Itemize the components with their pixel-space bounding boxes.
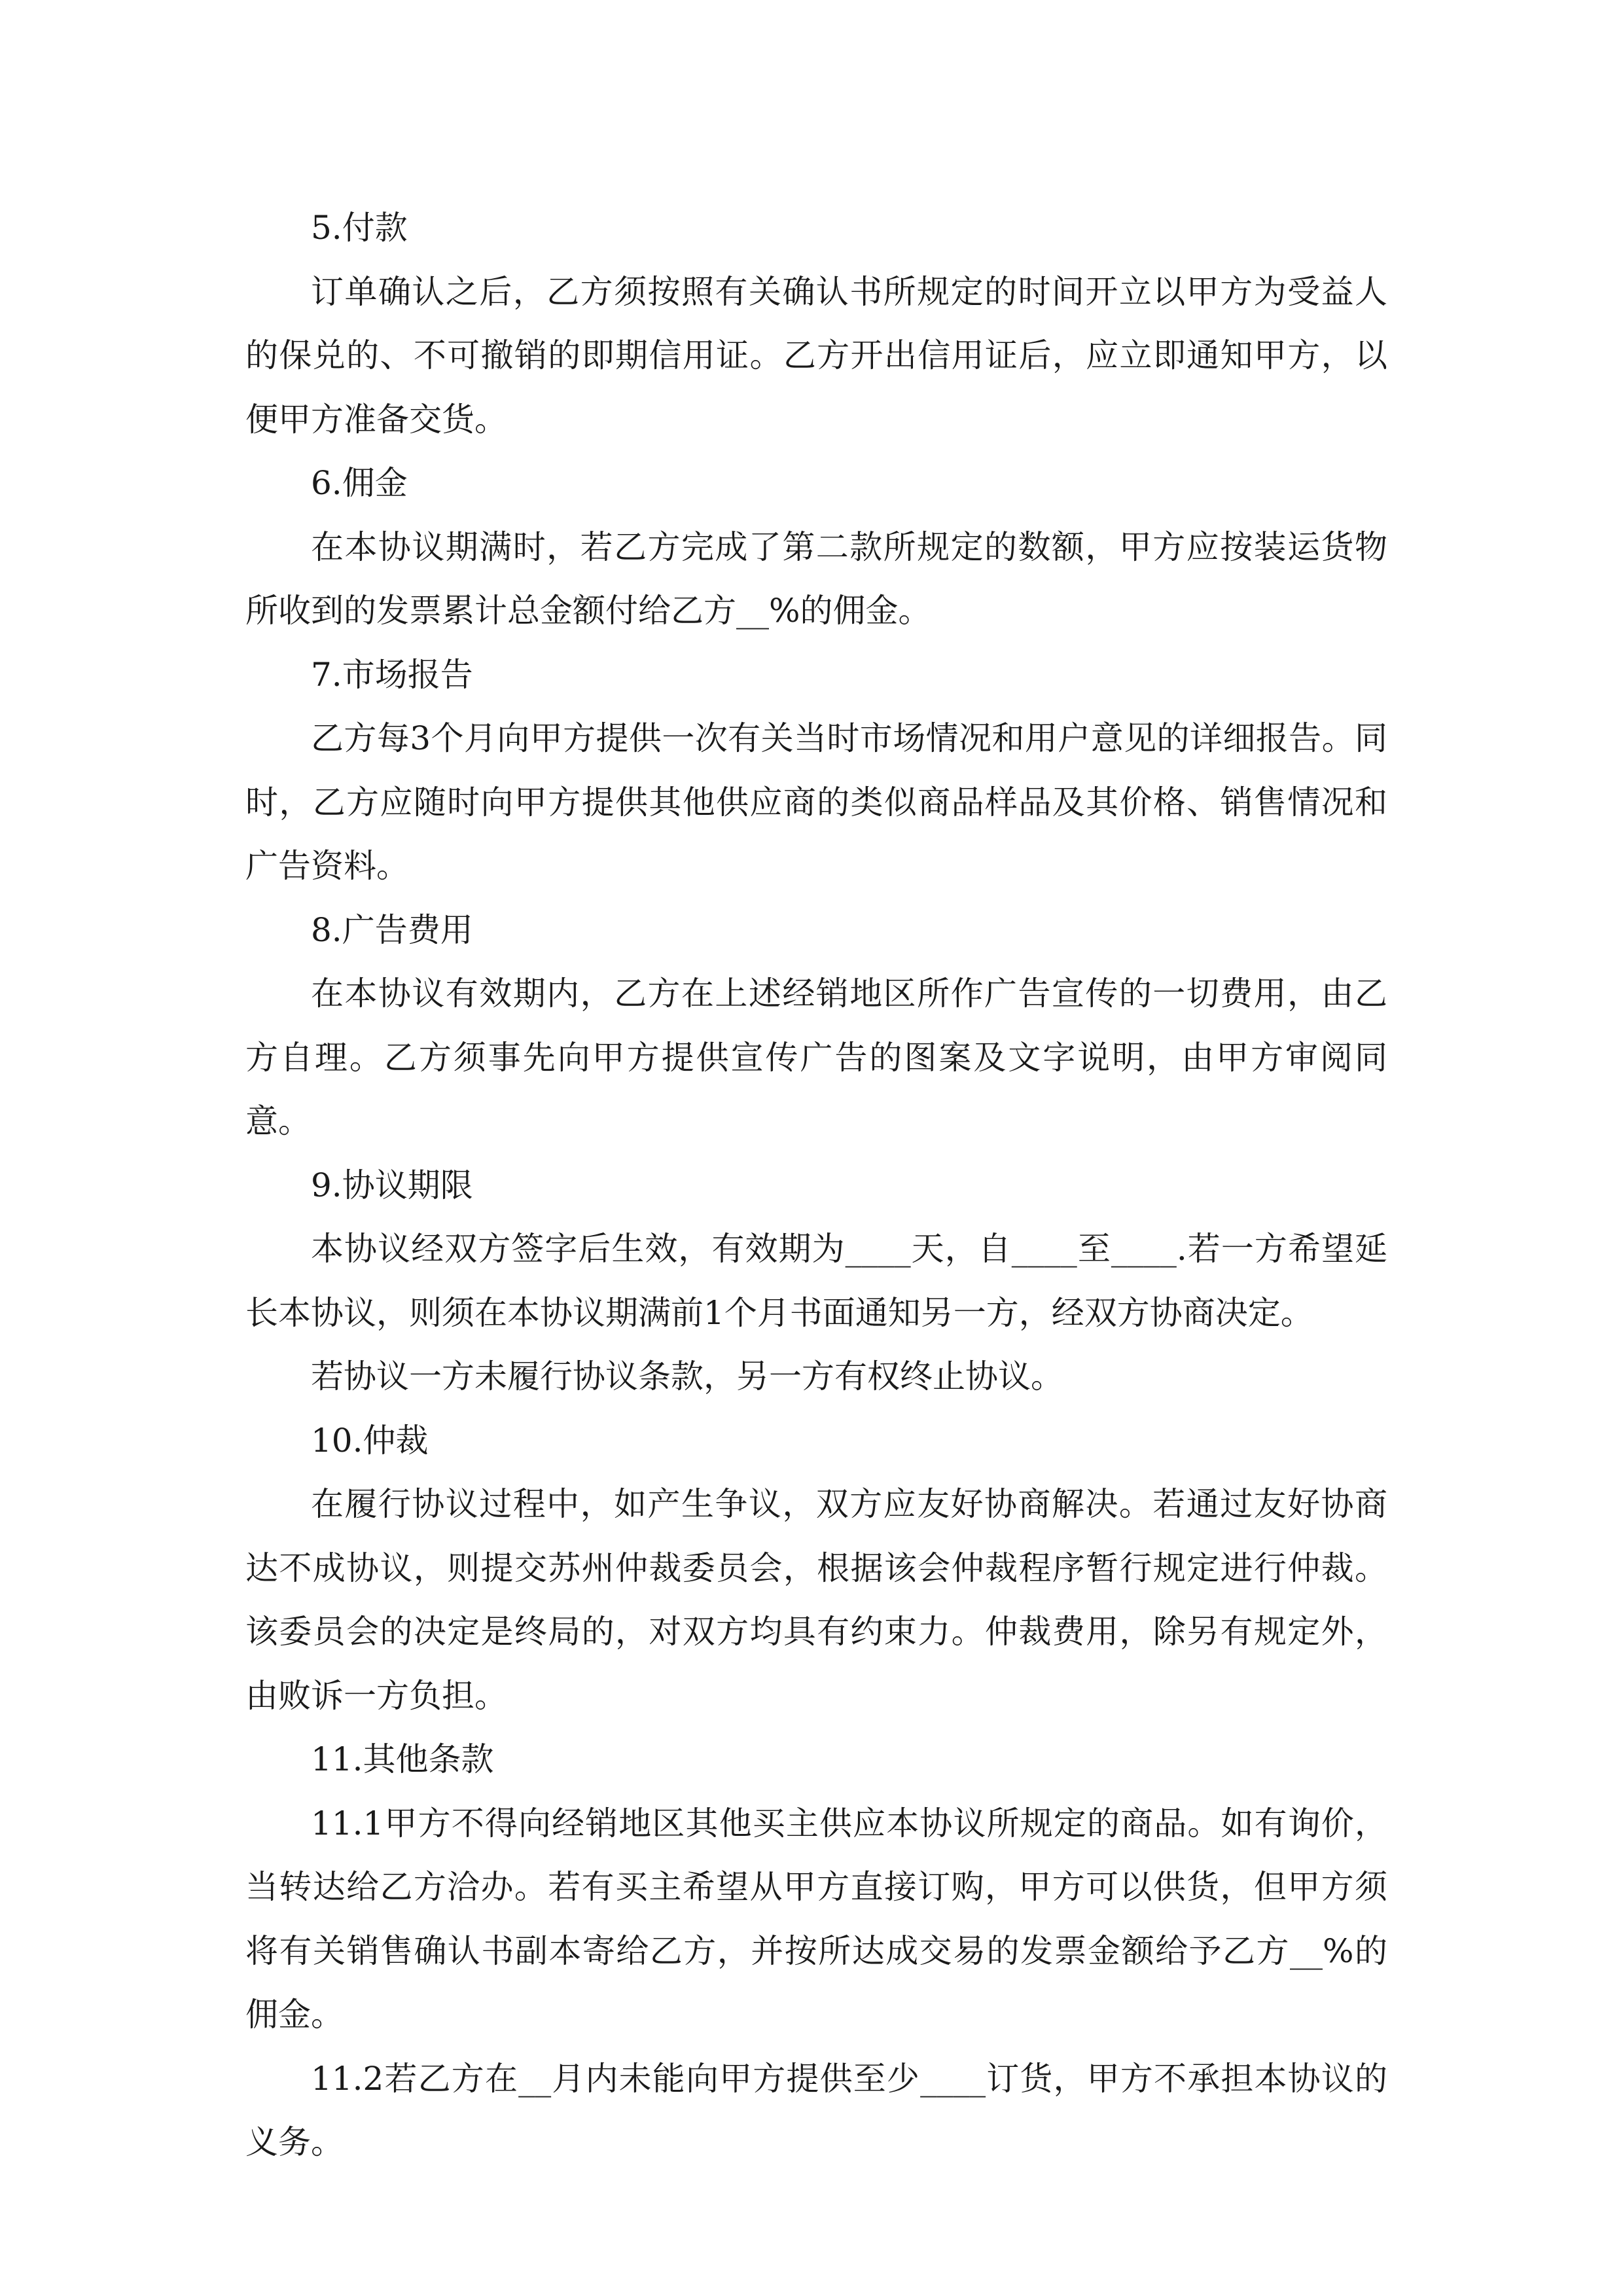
section-heading-commission: 6.佣金 [311, 464, 408, 502]
document-page [245, 196, 1387, 2175]
section-paragraph-payment: 订单确认之后，乙方须按照有关确认书所规定的时间开立以甲方为受益人的保兑的、不可撤销的即期信用证。乙方开出信用证后，应立即通知甲方，以便甲方准备交货。 [245, 272, 1387, 439]
section-paragraph-agreement-term: 本协议经双方签字后生效，有效期为____天，自____至____.若一方希望延长本协议，则须在本协议期满前1个月书面通知另一方，经双方协商决定。 [245, 1230, 1387, 1332]
section-paragraph-market-report: 乙方每3个月向甲方提供一次有关当时市场情况和用户意见的详细报告。同时，乙方应随时向甲方提供其他供应商的类似商品样品及其价格、销售情况和广告资料。 [245, 719, 1387, 885]
section-heading-arbitration: 10.仲裁 [311, 1421, 429, 1460]
section-paragraph-commission: 在本协议期满时，若乙方完成了第二款所规定的数额，甲方应按装运货物所收到的发票累计总金额付给乙方__%的佣金。 [245, 528, 1387, 630]
section-paragraph-other-terms-11-1: 11.1甲方不得向经销地区其他买主供应本协议所规定的商品。如有询价，当转达给乙方洽办。若有买主希望从甲方直接订购，甲方可以供货，但甲方须将有关销售确认书副本寄给乙方，并按所达成交易的发票金额给予乙方__%的佣金。 [245, 1804, 1387, 2034]
section-heading-advertising-cost: 8.广告费用 [311, 910, 473, 949]
section-heading-market-report: 7.市场报告 [311, 655, 473, 694]
section-heading-other-terms: 11.其他条款 [311, 1740, 494, 1778]
section-heading-agreement-term: 9.协议期限 [311, 1166, 473, 1204]
section-paragraph-advertising-cost: 在本协议有效期内，乙方在上述经销地区所作广告宣传的一切费用，由乙方自理。乙方须事先向甲方提供宣传广告的图案及文字说明，由甲方审阅同意。 [245, 975, 1387, 1140]
section-paragraph-other-terms-11-2: 11.2若乙方在__月内未能向甲方提供至少____订货，甲方不承担本协议的义务。 [245, 2059, 1387, 2161]
section-paragraph-termination: 若协议一方未履行协议条款，另一方有权终止协议。 [311, 1357, 1063, 1395]
section-heading-payment: 5.付款 [311, 209, 408, 247]
section-paragraph-arbitration: 在履行协议过程中，如产生争议，双方应友好协商解决。若通过友好协商达不成协议，则提交苏州仲裁委员会，根据该会仲裁程序暂行规定进行仲裁。该委员会的决定是终局的，对双方均具有约束力。仲裁费用，除另有规定外，由败诉一方负担。 [245, 1485, 1387, 1715]
